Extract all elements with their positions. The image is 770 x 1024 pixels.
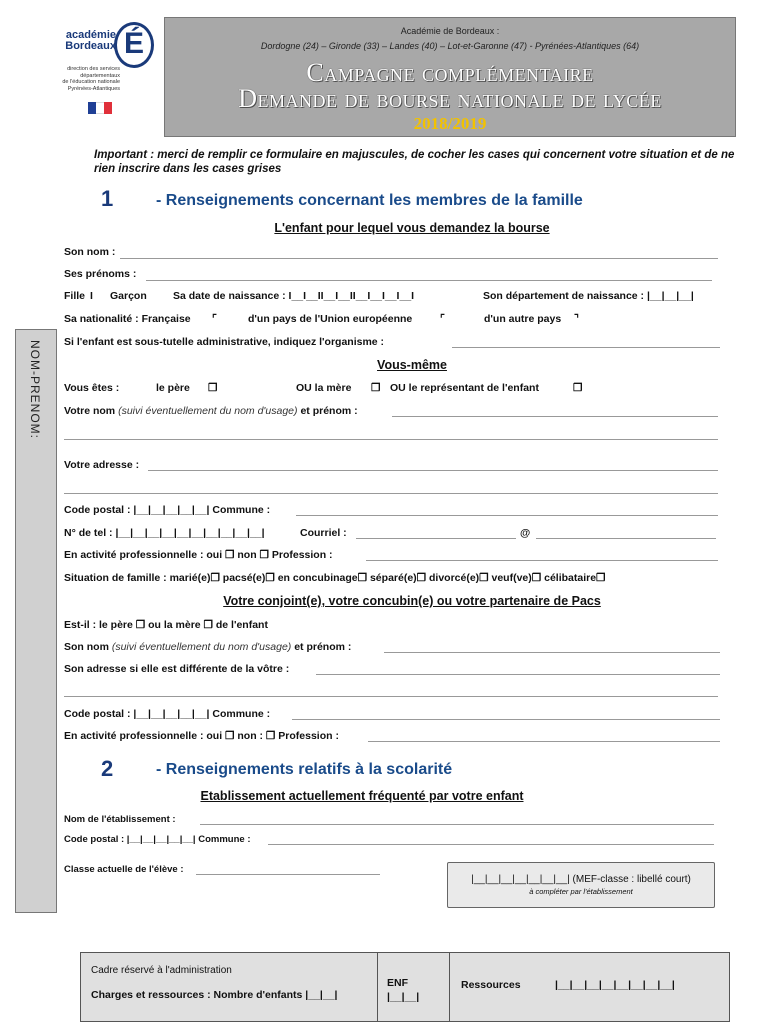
son-nom2-text: Son nom bbox=[64, 641, 109, 653]
french-flag-icon bbox=[88, 102, 112, 114]
tutelle-label: Si l'enfant est sous-tutelle administrative, indiquez l'organisme : bbox=[64, 336, 385, 348]
commune-field[interactable] bbox=[296, 514, 718, 516]
mere-checkbox[interactable]: ❒ bbox=[371, 382, 381, 394]
representant-checkbox[interactable]: ❒ bbox=[573, 382, 583, 394]
est-il-row[interactable]: Est-il : le père ❒ ou la mère ❒ de l'enfant bbox=[64, 619, 268, 631]
header-box bbox=[164, 17, 736, 137]
admin-ressources-box: |__|__|__|__|__|__|__|__| bbox=[555, 979, 675, 991]
mef-note: à compléter par l'établissement bbox=[529, 887, 633, 896]
activite-row[interactable]: En activité professionnelle : oui ❒ non ❒ Profession : bbox=[64, 549, 333, 561]
commune-etab-field[interactable] bbox=[268, 843, 714, 845]
son-nom-field[interactable] bbox=[120, 257, 718, 259]
admin-divider bbox=[377, 953, 378, 1021]
logo-dsden bbox=[40, 66, 120, 92]
votre-nom-field[interactable] bbox=[392, 415, 718, 417]
vous-etes-label: Vous êtes : bbox=[64, 382, 120, 394]
garcon-label: Garçon bbox=[110, 290, 147, 302]
section-1-title: - Renseignements concernant les membres de la famille bbox=[156, 192, 583, 209]
header-departements: Dordogne (24) – Gironde (33) – Landes (40) – Lot-et-Garonne (47) - Pyrénées-Atlantiques (64) bbox=[260, 41, 640, 51]
nom-etab-label: Nom de l'établissement : bbox=[64, 814, 176, 825]
code-postal-commune: Code postal : |__|__|__|__|__| Commune : bbox=[64, 504, 271, 516]
admin-enf: ENF bbox=[387, 977, 408, 989]
section-2-number: 2 bbox=[101, 756, 114, 781]
logo-e-icon: É bbox=[114, 22, 154, 68]
admin-ressources: Ressources bbox=[461, 979, 521, 991]
dsden-line: Pyrénées-Atlantiques bbox=[67, 85, 120, 92]
votre-nom-end: et prénom : bbox=[300, 405, 358, 417]
courriel-domain-field[interactable] bbox=[536, 537, 716, 539]
votre-adresse-field[interactable] bbox=[148, 469, 718, 471]
profession2-field[interactable] bbox=[368, 740, 720, 742]
courriel-field[interactable] bbox=[356, 537, 516, 539]
son-adresse-field-2[interactable] bbox=[64, 695, 718, 697]
section-2-title: - Renseignements relatifs à la scolarité bbox=[156, 761, 453, 778]
mef-box bbox=[447, 862, 715, 908]
francaise-checkbox[interactable]: ⌜ bbox=[212, 313, 217, 325]
important-note: Important : merci de remplir ce formulaire en majuscules, de cocher les cases qui concernent votre situation et de ne rien inscrire dans les cases grises bbox=[94, 149, 735, 175]
header-title-2: Demande de bourse nationale de lycée bbox=[238, 84, 662, 113]
votre-adresse-field-2[interactable] bbox=[64, 492, 718, 494]
at-sign: @ bbox=[520, 527, 531, 539]
child-heading: L'enfant pour lequel vous demandez la bourse bbox=[274, 221, 550, 235]
son-adresse-field[interactable] bbox=[316, 673, 720, 675]
logo-text bbox=[46, 30, 116, 52]
admin-enf-box: |__|__| bbox=[387, 991, 420, 1003]
ses-prenoms-field[interactable] bbox=[146, 279, 712, 281]
votre-adresse-label: Votre adresse : bbox=[64, 459, 140, 471]
mef-field[interactable]: |__|__|__|__|__|__|__| (MEF-classe : libellé court) bbox=[471, 874, 691, 885]
votre-nom-text: Votre nom bbox=[64, 405, 116, 417]
nationalite-ue: d'un pays de l'Union européenne bbox=[248, 313, 413, 325]
son-nom-label: Son nom : bbox=[64, 246, 116, 258]
section-1-number: 1 bbox=[101, 186, 114, 211]
etab-heading: Etablissement actuellement fréquenté par votre enfant bbox=[200, 789, 524, 803]
code-postal-etab: Code postal : |__|__|__|__|__| Commune : bbox=[64, 834, 251, 845]
profession-field[interactable] bbox=[366, 559, 718, 561]
mere-label: OU la mère bbox=[296, 382, 352, 394]
ses-prenoms-label: Ses prénoms : bbox=[64, 268, 137, 280]
tel-field[interactable]: N° de tel : |__|__|__|__|__|__|__|__|__|__| bbox=[64, 527, 265, 539]
classe-label: Classe actuelle de l'élève : bbox=[64, 864, 184, 875]
nationalite-francaise: Sa nationalité : Française bbox=[64, 313, 191, 325]
nationalite-autre: d'un autre pays bbox=[484, 313, 562, 325]
representant-label: OU le représentant de l'enfant bbox=[390, 382, 539, 394]
son-nom2-end: et prénom : bbox=[294, 641, 352, 653]
partner-heading: Votre conjoint(e), votre concubin(e) ou votre partenaire de Pacs bbox=[223, 594, 601, 608]
commune2-field[interactable] bbox=[292, 718, 720, 720]
admin-charges: Charges et ressources : Nombre d'enfants |__|__| bbox=[91, 989, 338, 1001]
fille-checkbox[interactable]: I bbox=[90, 290, 93, 302]
ue-checkbox[interactable]: ⌜ bbox=[440, 313, 445, 325]
courriel-label: Courriel : bbox=[300, 527, 347, 539]
votre-nom-field-2[interactable] bbox=[64, 438, 718, 440]
dsden-line: direction des services bbox=[67, 66, 120, 72]
admin-divider-2 bbox=[449, 953, 450, 1021]
fille-label: Fille bbox=[64, 290, 86, 302]
date-naissance-field[interactable]: Sa date de naissance : I__I__II__I__II__I__I__I__I bbox=[173, 290, 415, 302]
dsden-line: de l'éducation nationale bbox=[62, 79, 120, 85]
dsden-line: départementaux bbox=[80, 72, 120, 79]
pere-checkbox[interactable]: ❒ bbox=[208, 382, 218, 394]
son-nom2-field[interactable] bbox=[384, 651, 720, 653]
header-year: 2018/2019 bbox=[413, 114, 487, 133]
logo-bordeaux: Bordeaux bbox=[65, 40, 116, 52]
tutelle-field[interactable] bbox=[452, 346, 720, 348]
pere-label: le père bbox=[156, 382, 190, 394]
votre-nom-label bbox=[64, 405, 358, 417]
son-adresse-label: Son adresse si elle est différente de la vôtre : bbox=[64, 663, 290, 675]
votre-nom-italic: (suivi éventuellement du nom d'usage) bbox=[118, 405, 298, 417]
son-nom2-italic: (suivi éventuellement du nom d'usage) bbox=[111, 641, 292, 653]
academie-logo bbox=[40, 18, 160, 128]
header-academie: Académie de Bordeaux : bbox=[400, 26, 500, 36]
logo-academie: académie bbox=[65, 29, 116, 41]
son-nom2-label bbox=[64, 641, 351, 653]
code-postal2-commune: Code postal : |__|__|__|__|__| Commune : bbox=[64, 708, 271, 720]
nom-etab-field[interactable] bbox=[200, 823, 714, 825]
autre-checkbox[interactable]: ⌝ bbox=[574, 313, 579, 325]
classe-field[interactable] bbox=[196, 873, 380, 875]
admin-cadre: Cadre réservé à l'administration bbox=[91, 965, 232, 976]
nom-prenom-bar bbox=[15, 329, 57, 913]
nom-prenom-label: NOM-PRENOM: bbox=[28, 340, 42, 439]
dept-naissance-field[interactable]: Son département de naissance : |__|__|__| bbox=[483, 290, 694, 302]
activite2-row[interactable]: En activité professionnelle : oui ❒ non : ❒ Profession : bbox=[64, 730, 339, 742]
situation-famille-row[interactable]: Situation de famille : marié(e)❒ pacsé(e)❒ en concubinage❒ séparé(e)❒ divorcé(e)❒ veuf(ve)❒ célibataire❒ bbox=[64, 572, 606, 584]
self-heading: Vous-même bbox=[377, 358, 447, 372]
admin-box bbox=[80, 952, 730, 1022]
header-title-1: Campagne complémentaire bbox=[306, 58, 594, 87]
